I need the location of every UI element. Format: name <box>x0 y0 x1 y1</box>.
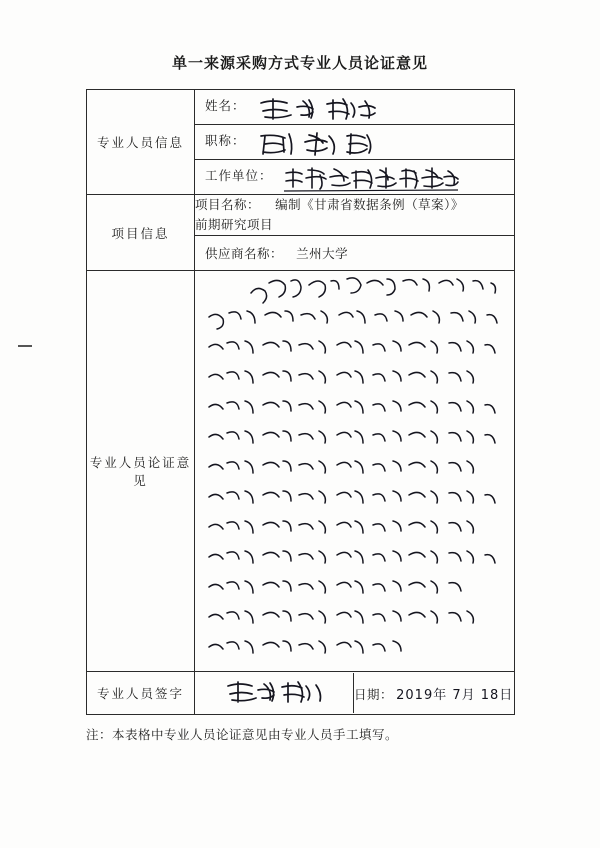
project-info-label: 项目信息 <box>87 195 195 271</box>
title-handwriting <box>255 130 375 158</box>
title-field-cell <box>195 125 515 160</box>
date-cell <box>354 673 515 713</box>
name-handwriting <box>255 95 385 123</box>
form-footnote: 注：本表格中专业人员论证意见由专业人员手工填写。 <box>86 728 399 742</box>
workunit-label: 工作单位： <box>205 168 273 183</box>
title-label: 职称： <box>205 133 246 148</box>
signature-label: 专业人员签字 <box>87 672 195 715</box>
name-field-cell <box>195 90 515 125</box>
procurement-form-table <box>86 89 515 715</box>
form-table-wrapper <box>86 89 514 715</box>
opinion-handwriting <box>195 271 514 671</box>
project-name-value: 编制《甘肃省数据条例（草案）》 <box>275 198 464 212</box>
signature-date-cell <box>195 672 515 715</box>
project-name-label: 项目名称： <box>195 198 261 212</box>
expert-info-label: 专业人员信息 <box>87 90 195 195</box>
margin-tick-mark <box>18 345 32 347</box>
opinion-handwriting-cell <box>195 271 515 672</box>
project-name-line1 <box>195 195 514 215</box>
table-row <box>87 672 515 715</box>
signature-handwriting <box>222 678 326 708</box>
workunit-field-cell <box>195 160 515 195</box>
supplier-cell <box>195 236 515 271</box>
table-row <box>87 195 515 236</box>
project-name-cell <box>195 195 515 236</box>
table-row <box>87 271 515 672</box>
supplier-value: 兰州大学 <box>296 247 349 261</box>
workunit-handwriting <box>282 165 460 193</box>
signature-value-cell <box>195 673 354 713</box>
name-label: 姓名： <box>205 98 246 113</box>
supplier-label: 供应商名称： <box>205 247 284 261</box>
date-value: 2019年 7月 18日 <box>396 687 514 703</box>
date-label: 日期： <box>354 687 394 702</box>
page-title: 单一来源采购方式专业人员论证意见 <box>171 56 428 72</box>
opinion-label: 专业人员论证意见 <box>87 271 195 672</box>
project-name-line2: 前期研究项目 <box>195 218 274 232</box>
table-row <box>87 90 515 125</box>
